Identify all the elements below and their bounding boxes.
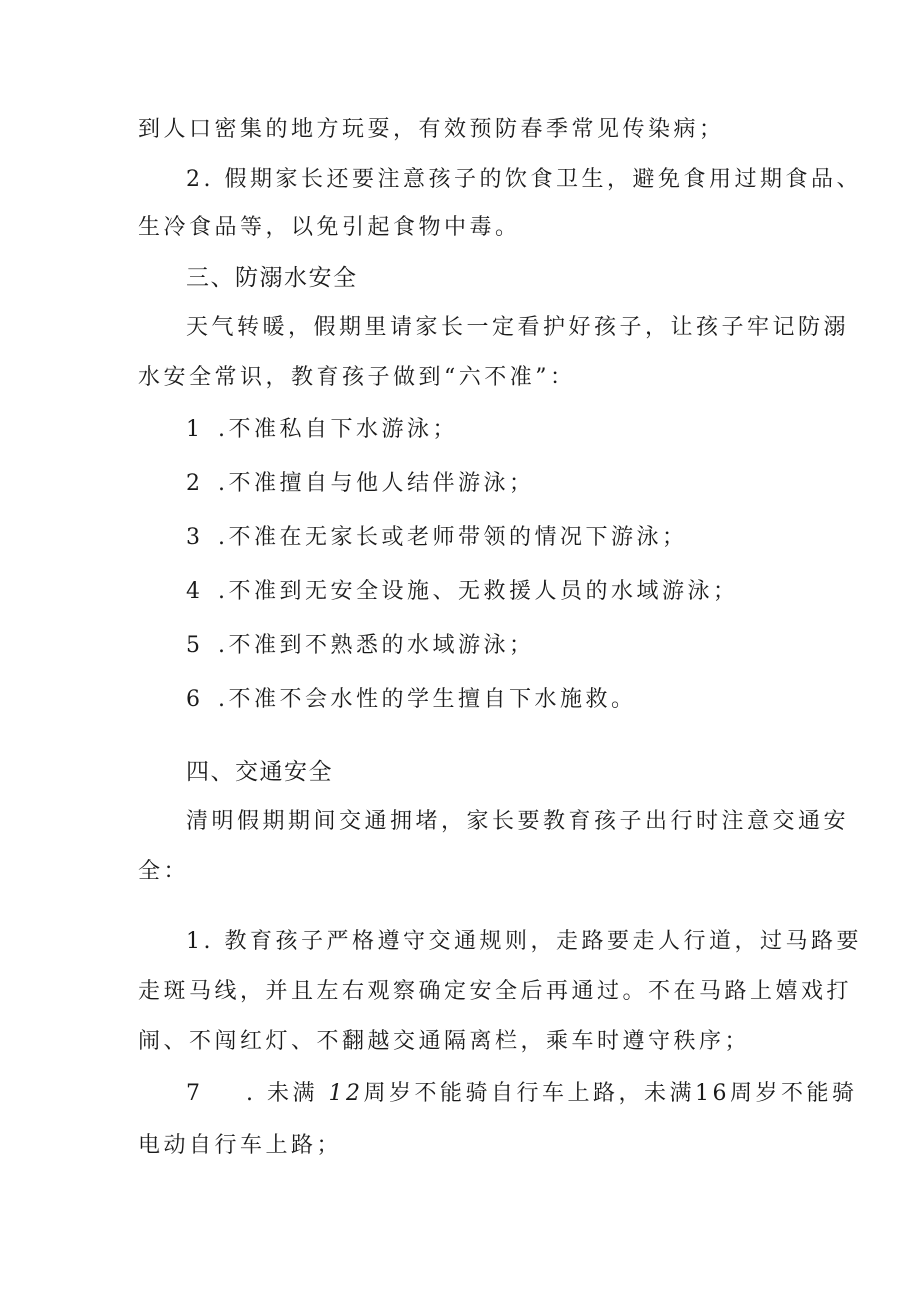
list-item-text: 12: [328, 1081, 364, 1106]
list-item: [186, 1078, 857, 1110]
list-item-text: .不准在无家长或老师带领的情况下游泳；: [218, 525, 688, 550]
paragraph-line: 2. 假期家长还要注意孩子的饮食卫生，避免食用过期食品、: [186, 167, 862, 192]
list-item: [186, 414, 458, 446]
paragraph-line: 生冷食品等，以免引起食物中毒。: [138, 215, 521, 240]
section-heading-drowning: 三、防溺水安全: [186, 265, 358, 291]
paragraph-line: 1. 教育孩子严格遵守交通规则，走路要走人行道，过马路要: [186, 929, 862, 954]
list-item-number: 7: [186, 1081, 204, 1106]
paragraph-line: 到人口密集的地方玩耍，有效预防春季常见传染病；: [138, 117, 725, 142]
paragraph-line: 水安全常识，教育孩子做到“六不准”：: [138, 365, 576, 390]
paragraph-line: 走斑马线，并且左右观察确定安全后再通过。不在马路上嬉戏打: [138, 979, 853, 1004]
list-item-number: 4: [186, 579, 204, 604]
paragraph-line: 全：: [138, 859, 190, 884]
list-item-number: 6: [186, 687, 204, 712]
list-item-number: 3: [186, 525, 204, 550]
list-item: [186, 684, 637, 716]
list-item-number: 1: [186, 417, 204, 442]
list-item-text: .不准不会水性的学生擅自下水施救。: [218, 687, 637, 712]
list-item: [186, 468, 535, 500]
list-item-text: .不准到不熟悉的水域游泳；: [218, 633, 535, 658]
list-item: [186, 522, 688, 554]
paragraph-line: 闹、不闯红灯、不翻越交通隔离栏，乘车时遵守秩序；: [138, 1029, 751, 1054]
section-heading-traffic: 四、交通安全: [186, 759, 333, 785]
list-item-text: .不准擅自与他人结伴游泳；: [218, 471, 535, 496]
list-item-text: 周岁不能骑自行车上路，未满16周岁不能骑: [363, 1081, 858, 1106]
paragraph-line: 清明假期期间交通拥堵，家长要教育孩子出行时注意交通安: [186, 809, 850, 834]
list-item-number: 2: [186, 471, 204, 496]
list-item: [186, 630, 535, 662]
list-item-text: . 未满: [246, 1081, 329, 1106]
paragraph-line: 电动自行车上路；: [138, 1133, 343, 1158]
list-item: [186, 576, 739, 608]
list-item-text: .不准到无安全设施、无救援人员的水域游泳；: [218, 579, 739, 604]
list-item-text: .不准私自下水游泳；: [218, 417, 458, 442]
paragraph-line: 天气转暖，假期里请家长一定看护好孩子，让孩子牢记防溺: [186, 315, 850, 340]
list-item-number: 5: [186, 633, 204, 658]
